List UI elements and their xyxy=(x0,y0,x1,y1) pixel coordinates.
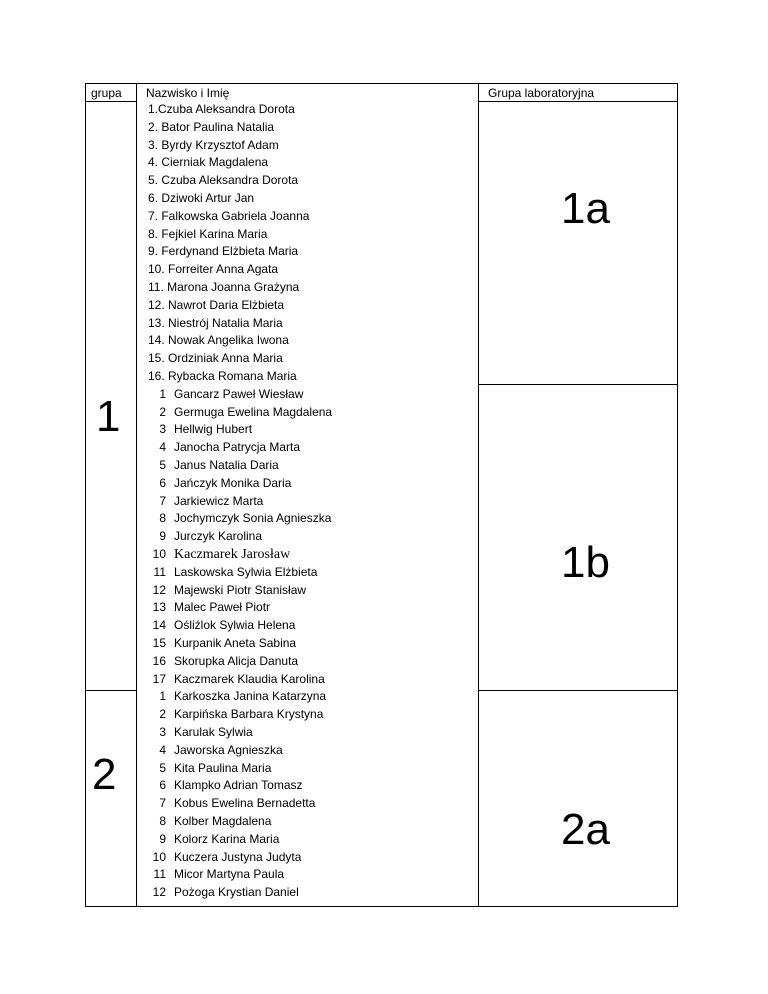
list-item-name: Hellwig Hubert xyxy=(174,422,253,437)
border-right xyxy=(677,83,678,907)
list-item-number: 10 xyxy=(152,547,166,561)
list-item-number: 10 xyxy=(152,849,166,864)
list-item-name: Jańczyk Monika Daria xyxy=(174,475,292,490)
list-item-number: 3 xyxy=(159,422,166,437)
list-item-number: 6 xyxy=(159,475,166,490)
list-item-number: 9 xyxy=(159,529,166,544)
header-name: Nazwisko i Imię xyxy=(146,86,230,100)
list-item-name: Jochymczyk Sonia Agnieszka xyxy=(174,511,332,526)
divider-header-lab xyxy=(478,101,678,102)
list-item-number: 5 xyxy=(159,760,166,775)
list-item-name: Jarkiewicz Marta xyxy=(174,493,264,508)
list-item-name: Kaczmarek Klaudia Karolina xyxy=(174,671,325,686)
divider-lab-1a-1b xyxy=(478,384,678,385)
lab-label-1a: 1a xyxy=(561,184,610,233)
border-top xyxy=(85,83,678,84)
divider-col-1 xyxy=(136,83,137,907)
list-item-name: Karkoszka Janina Katarzyna xyxy=(174,689,327,704)
list-item-name: Klampko Adrian Tomasz xyxy=(174,778,303,793)
list-item-number: 11 xyxy=(153,867,166,882)
list-item-number: 6 xyxy=(159,778,166,793)
list-item-name: 3. Byrdy Krzysztof Adam xyxy=(148,137,279,152)
list-item-name: Karulak Sylwia xyxy=(174,725,253,739)
list-item-number: 13 xyxy=(152,600,166,615)
divider-col-2 xyxy=(478,83,479,907)
list-item-name: Kita Paulina Maria xyxy=(174,760,272,775)
list-item-name: 7. Falkowska Gabriela Joanna xyxy=(148,208,310,223)
list-item-number: 2 xyxy=(159,404,166,419)
list-item-name: 5. Czuba Aleksandra Dorota xyxy=(148,173,299,188)
list-item-number: 1 xyxy=(159,386,166,401)
list-item-name: Majewski Piotr Stanisław xyxy=(174,582,307,597)
list-item-number: 1 xyxy=(159,689,166,704)
list-item-name: Skorupka Alicja Danuta xyxy=(174,653,299,668)
divider-header xyxy=(85,101,136,102)
group-label-2: 2 xyxy=(92,750,117,799)
list-item-number: 8 xyxy=(159,814,166,828)
list-item-number: 8 xyxy=(159,511,166,526)
list-item-name: Micor Martyna Paula xyxy=(174,867,285,882)
list-item-name: Janus Natalia Daria xyxy=(174,458,279,472)
divider-lab-1b-2a xyxy=(478,690,678,691)
list-item-name: Kobus Ewelina Bernadetta xyxy=(174,796,316,811)
list-item-name: Janocha Patrycja Marta xyxy=(174,440,301,455)
list-item-name: 13. Niestrój Natalia Maria xyxy=(148,315,283,330)
border-bottom xyxy=(85,906,678,907)
list-item-name: Kaczmarek Jarosław xyxy=(174,547,291,562)
list-item-name: 12. Nawrot Daria Elżbieta xyxy=(148,297,285,312)
border-left xyxy=(85,83,86,907)
list-item-name: Kurpanik Aneta Sabina xyxy=(174,636,297,650)
list-item-name: Jaworska Agnieszka xyxy=(174,742,283,757)
list-item-number: 14 xyxy=(152,618,166,633)
list-item-name: Kolorz Karina Maria xyxy=(174,831,280,846)
list-item-number: 4 xyxy=(159,742,166,757)
list-item-name: Kuczera Justyna Judyta xyxy=(174,849,302,864)
lab-label-1b: 1b xyxy=(561,538,610,587)
list-item-name: 8. Fejkiel Karina Maria xyxy=(148,226,268,241)
list-item-name: 2. Bator Paulina Natalia xyxy=(148,119,275,134)
list-item-name: 15. Ordziniak Anna Maria xyxy=(148,351,283,366)
list-item-name: 10. Forreiter Anna Agata xyxy=(148,262,279,277)
list-item-name: Jurczyk Karolina xyxy=(174,529,263,544)
list-item-number: 15 xyxy=(152,636,166,650)
list-item-number: 7 xyxy=(159,796,166,811)
list-item-number: 16 xyxy=(152,653,166,668)
list-item-number: 5 xyxy=(159,458,166,472)
list-item-number: 17 xyxy=(152,671,166,686)
header-lab: Grupa laboratoryjna xyxy=(488,86,595,100)
list-item-number: 12 xyxy=(152,885,166,900)
lab-label-2a: 2a xyxy=(561,805,610,854)
list-item-number: 12 xyxy=(152,582,166,597)
list-item-number: 9 xyxy=(159,831,166,846)
list-item-name: Ośliźlok Sylwia Helena xyxy=(174,618,296,633)
list-item-number: 11 xyxy=(153,564,166,579)
list-item-name: Kolber Magdalena xyxy=(174,814,272,828)
list-item-name: Malec Paweł Piotr xyxy=(174,600,271,615)
list-item-name: Karpińska Barbara Krystyna xyxy=(174,707,324,722)
group-label-1: 1 xyxy=(96,392,121,441)
list-item-number: 4 xyxy=(159,440,166,455)
list-item-name: Germuga Ewelina Magdalena xyxy=(174,404,333,419)
list-item-number: 7 xyxy=(159,493,166,508)
list-item-name: 14. Nowak Angelika Iwona xyxy=(148,333,289,348)
list-item-name: 11. Marona Joanna Grażyna xyxy=(148,280,300,294)
list-item-name: 9. Ferdynand Elżbieta Maria xyxy=(148,244,299,259)
list-item-name: 6. Dziwoki Artur Jan xyxy=(148,191,255,205)
list-item-number: 2 xyxy=(159,707,166,722)
list-item-number: 3 xyxy=(159,725,166,739)
header-grupa: grupa xyxy=(91,86,122,100)
list-item-name: 16. Rybacka Romana Maria xyxy=(148,369,297,383)
list-item-name: Laskowska Sylwia Elżbieta xyxy=(174,564,318,579)
list-item-name: 4. Cierniak Magdalena xyxy=(148,155,269,170)
list-item-name: Gancarz Paweł Wiesław xyxy=(174,386,304,401)
divider-group-1-2 xyxy=(85,690,136,691)
list-item-name: Pożoga Krystian Daniel xyxy=(174,885,299,900)
list-item-name: 1.Czuba Aleksandra Dorota xyxy=(148,102,295,116)
